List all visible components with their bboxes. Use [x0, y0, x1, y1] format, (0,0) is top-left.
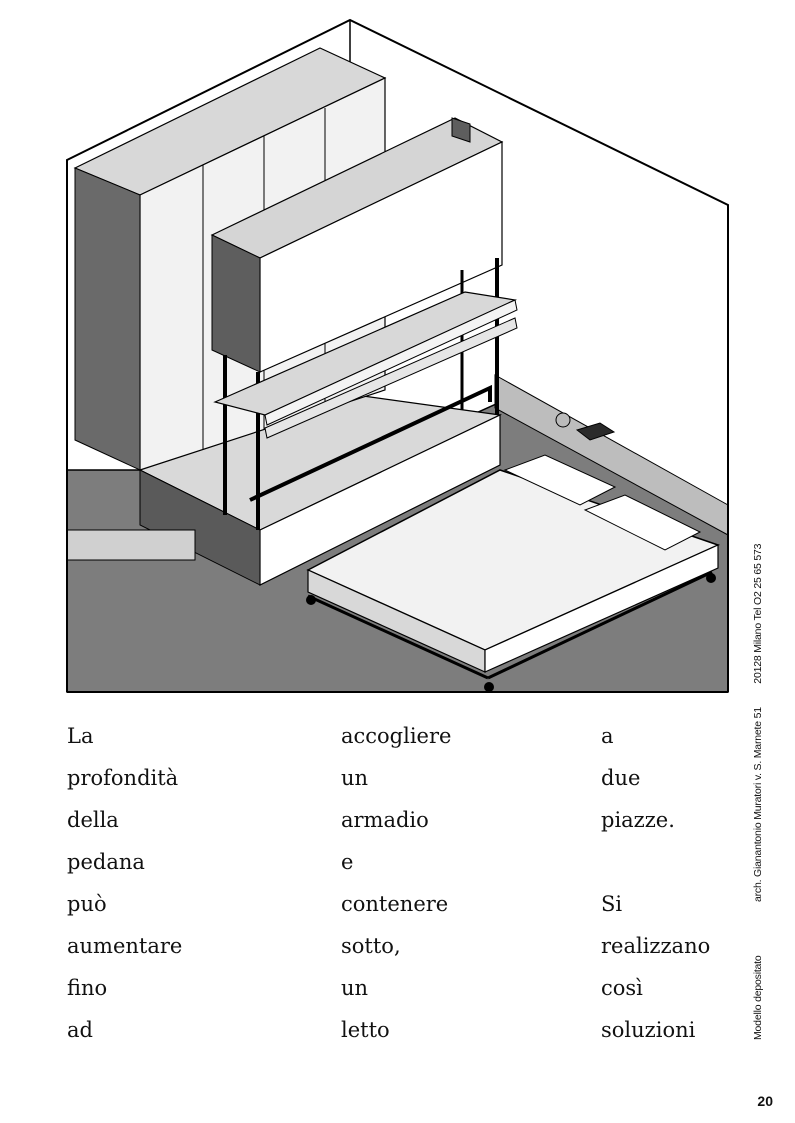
caption-word: sotto, [341, 934, 401, 958]
caption-word: realizzano [601, 934, 711, 958]
caption-word: pedana [67, 850, 145, 874]
caption-word: soluzioni [601, 1018, 696, 1042]
caption-word: così [601, 976, 643, 1000]
caption-word: accogliere [341, 724, 452, 748]
caption-column-1 [67, 718, 182, 1054]
caption-word: letto [341, 1018, 390, 1042]
caption-word: piazze. [601, 808, 675, 832]
page-number: 20 [757, 1093, 773, 1109]
caption-word: aumentare [67, 934, 183, 958]
caption-word: fino [67, 976, 108, 1000]
caption-word: un [341, 976, 369, 1000]
caption-word [601, 844, 710, 886]
caption-word: della [67, 808, 119, 832]
caption-word: due [601, 766, 641, 790]
upper-cabinet-side [212, 235, 260, 372]
floor-outlet [556, 413, 570, 427]
caption-word: e [341, 850, 354, 874]
caption-word: può [67, 892, 107, 916]
caption-word: La [67, 724, 94, 748]
model-registered-note: Modello depositato [752, 955, 764, 1040]
caption-word: armadio [341, 808, 429, 832]
caption-word: contenere [341, 892, 449, 916]
step [67, 530, 195, 560]
caption-word: ad [67, 1018, 93, 1042]
author-address: arch. Gianantonio Muratori v. S. Marnete 51 [752, 707, 764, 903]
caption-word: Si [601, 892, 623, 916]
caption-word: un [341, 766, 369, 790]
author-contact: 20128 Milano Tel O2 25 65 573 [752, 543, 764, 684]
vertical-credit-line [752, 544, 764, 1040]
caption-column-3 [601, 718, 710, 1054]
caption-word: profondità [67, 766, 179, 790]
caption-word: a [601, 724, 614, 748]
caption-column-2 [341, 718, 451, 1054]
wardrobe-side [75, 168, 140, 470]
